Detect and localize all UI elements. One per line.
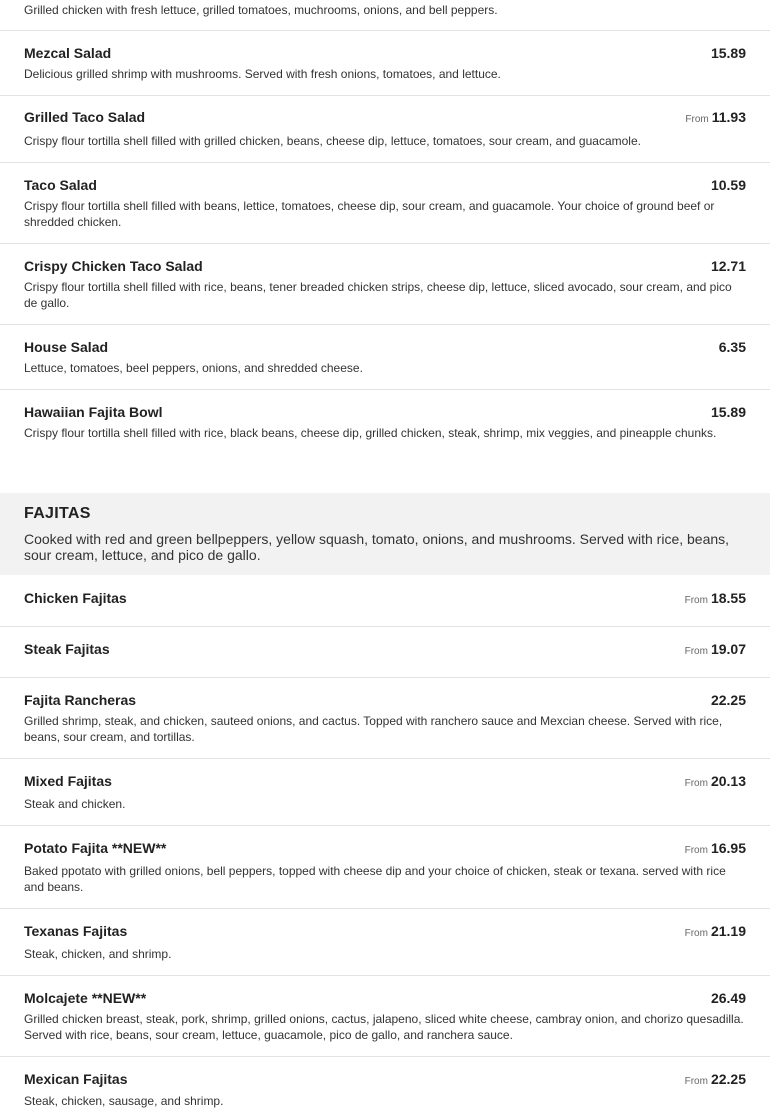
item-name: Chicken Fajitas	[24, 590, 127, 606]
item-description: Grilled chicken with fresh lettuce, grilled tomatoes, muchrooms, onions, and bell peppers.	[24, 3, 498, 17]
menu-item-mezcal-salad[interactable]	[0, 31, 770, 96]
item-description: Grilled chicken breast, steak, pork, shrimp, grilled onions, cactus, jalapeno, sliced white cheese, cambray onion, and chorizo quesadilla. Served with rice, beans, sour cream, lettuce, guacamole, pico de gallo, and ranchera sauce.	[24, 1012, 744, 1042]
item-price	[708, 989, 746, 1010]
section-description: Cooked with red and green bellpeppers, yellow squash, tomato, onions, and mushrooms. Served with rice, beans, sour cream, lettuce, and pico de gallo.	[24, 531, 730, 563]
item-name: Mezcal Salad	[24, 45, 112, 61]
section-title: FAJITAS	[24, 505, 91, 522]
item-price	[716, 338, 746, 359]
item-name: Fajita Rancheras	[24, 692, 137, 708]
item-description: Crispy flour tortilla shell filled with grilled chicken, beans, cheese dip, lettuce, tomatoes, sour cream, and guacamole.	[24, 134, 641, 148]
item-name: Molcajete **NEW**	[24, 990, 147, 1006]
item-description: Steak and chicken.	[24, 797, 126, 811]
price-value: 12.71	[710, 258, 746, 274]
item-price	[685, 640, 746, 661]
item-name: Steak Fajitas	[24, 641, 110, 657]
menu-item-steak-fajitas[interactable]	[0, 627, 770, 678]
item-description: Steak, chicken, sausage, and shrimp.	[24, 1094, 224, 1108]
item-name: Mexican Fajitas	[24, 1071, 128, 1087]
from-label: From	[684, 1076, 708, 1087]
item-description: Crispy flour tortilla shell filled with rice, black beans, cheese dip, grilled chicken, steak, shrimp, mix veggies, and pineapple chunks.	[24, 426, 717, 440]
menu-item-crispy-chicken-taco-salad[interactable]	[0, 244, 770, 325]
item-price	[685, 1070, 746, 1091]
menu-item-grilled-taco-salad[interactable]	[0, 96, 770, 163]
from-label: From	[684, 778, 708, 789]
menu-item-house-salad[interactable]	[0, 325, 770, 390]
item-description: Grilled shrimp, steak, and chicken, sauteed onions, and cactus. Topped with ranchero sauce and Mexcian cheese. Served with rice, beans, sour cream, and tortillas.	[24, 714, 723, 744]
price-value: 20.13	[710, 773, 746, 789]
from-label: From	[684, 646, 708, 657]
price-value: 15.89	[710, 45, 746, 61]
item-description: Delicious grilled shrimp with mushrooms. Served with fresh onions, tomatoes, and lettuce.	[24, 67, 501, 81]
item-price	[685, 922, 746, 943]
item-price	[708, 44, 746, 65]
price-value: 15.89	[710, 404, 746, 420]
item-name: Potato Fajita **NEW**	[24, 840, 167, 856]
item-description: Crispy flour tortilla shell filled with rice, beans, tener breaded chicken strips, cheese dip, lettuce, sliced avocado, sour cream, and pico de gallo.	[24, 280, 732, 310]
menu-item-texanas-fajitas[interactable]	[0, 909, 770, 976]
item-description: Steak, chicken, and shrimp.	[24, 947, 172, 961]
price-value: 22.25	[710, 1071, 746, 1087]
price-value: 18.55	[710, 590, 746, 606]
menu-item-chicken-fajitas[interactable]	[0, 575, 770, 627]
item-name: Hawaiian Fajita Bowl	[24, 404, 163, 420]
item-name: Grilled Taco Salad	[24, 109, 146, 125]
price-value: 21.19	[710, 923, 746, 939]
menu-item-potato-fajita[interactable]	[0, 826, 770, 909]
item-price	[685, 839, 746, 860]
item-price	[685, 772, 746, 793]
item-name: Mixed Fajitas	[24, 773, 112, 789]
item-price	[708, 691, 746, 712]
item-description: Crispy flour tortilla shell filled with beans, lettice, tomatoes, cheese dip, sour cream, and guacamole. Your choice of ground beef or shredded chicken.	[24, 199, 715, 229]
price-value: 26.49	[710, 990, 746, 1006]
menu-item-molcajete[interactable]	[0, 976, 770, 1057]
item-price	[708, 257, 746, 278]
price-value: 11.93	[711, 109, 746, 125]
item-name: House Salad	[24, 339, 109, 355]
price-value: 16.95	[710, 840, 746, 856]
price-value: 19.07	[710, 641, 746, 657]
item-name: Texanas Fajitas	[24, 923, 128, 939]
item-description: Baked ppotato with grilled onions, bell peppers, topped with cheese dip and your choice of chicken, steak or texana. served with rice and beans.	[24, 864, 726, 894]
menu-item-mixed-fajitas[interactable]	[0, 759, 770, 826]
from-label: From	[684, 595, 708, 606]
price-value: 10.59	[710, 177, 746, 193]
item-name: Crispy Chicken Taco Salad	[24, 258, 203, 274]
from-label: From	[684, 928, 708, 939]
item-description: Lettuce, tomatoes, beel peppers, onions, and shredded cheese.	[24, 361, 363, 375]
item-price	[685, 108, 746, 129]
item-price	[685, 589, 746, 610]
price-value: 6.35	[718, 339, 746, 355]
from-label: From	[684, 845, 708, 856]
item-price	[708, 403, 746, 424]
item-name: Taco Salad	[24, 177, 97, 193]
section-header-fajitas	[0, 493, 770, 575]
menu-item-taco-salad[interactable]	[0, 163, 770, 244]
price-value: 22.25	[710, 692, 746, 708]
item-price	[708, 176, 746, 197]
menu-item-hawaiian-fajita-bowl[interactable]	[0, 390, 770, 493]
from-label: From	[685, 114, 709, 125]
menu-item-mexican-fajitas[interactable]	[0, 1057, 770, 1108]
menu-item-fajita-rancheras[interactable]	[0, 678, 770, 759]
